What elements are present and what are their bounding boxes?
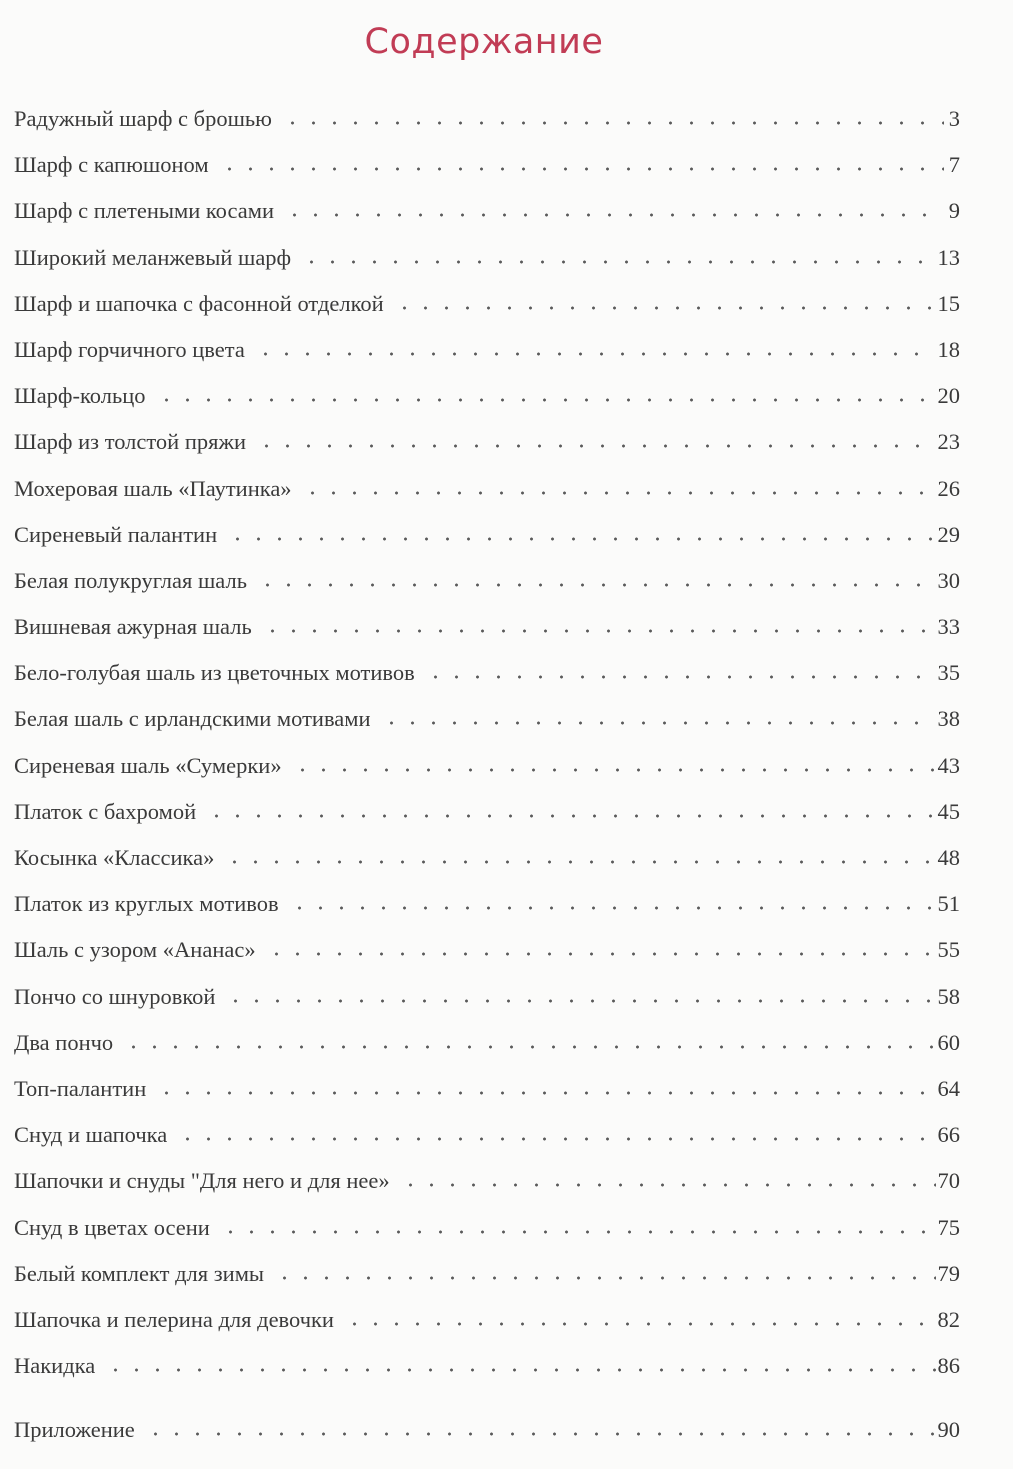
toc-entry-label: Сиреневая шаль «Сумерки» xyxy=(14,752,282,778)
toc-entry-page-number: 79 xyxy=(937,1260,960,1286)
toc-entry xyxy=(14,281,960,327)
toc-entry-label: Мохеровая шаль «Паутинка» xyxy=(14,475,292,501)
toc-entry xyxy=(14,1158,960,1204)
dot-leader xyxy=(298,490,936,496)
dot-leader xyxy=(288,767,936,773)
toc-entry-label: Шапочки и снуды "Для него и для нее» xyxy=(14,1168,390,1194)
page-title: Содержание xyxy=(364,22,604,62)
toc-entry-label: Белая полукруглая шаль xyxy=(14,567,247,593)
toc-entry-label: Шарф и шапочка с фасонной отделкой xyxy=(14,290,384,316)
toc-entry-label: Шаль с узором «Ананас» xyxy=(14,937,256,963)
toc-entry-page-number: 26 xyxy=(937,475,960,501)
toc-entry-label: Шарф горчичного цвета xyxy=(14,336,245,362)
dot-leader xyxy=(101,1367,935,1373)
toc-entry xyxy=(14,927,960,973)
toc-entry-label: Шапочка и пелерина для девочки xyxy=(14,1306,334,1332)
toc-entry xyxy=(14,188,960,234)
dot-leader xyxy=(340,1321,936,1327)
dot-leader xyxy=(223,536,935,542)
dot-leader xyxy=(221,998,935,1004)
toc-entry-page-number: 45 xyxy=(937,798,960,824)
toc-entry-page-number: 18 xyxy=(937,336,960,362)
dot-leader xyxy=(262,951,936,957)
dot-leader xyxy=(220,859,935,865)
toc-entry xyxy=(14,1297,960,1343)
toc-entry xyxy=(14,512,960,558)
toc-entry-page-number: 64 xyxy=(937,1075,960,1101)
toc-entry xyxy=(14,142,960,188)
toc-entry-page-number: 55 xyxy=(937,937,960,963)
toc-entry xyxy=(14,327,960,373)
dot-leader xyxy=(252,443,935,449)
toc-entry-label: Белая шаль с ирландскими мотивами xyxy=(14,706,371,732)
toc-entry-page-number: 38 xyxy=(937,706,960,732)
toc-entry xyxy=(14,466,960,512)
dot-leader xyxy=(278,120,944,126)
dot-leader xyxy=(215,166,944,172)
toc-entry-page-number: 35 xyxy=(937,660,960,686)
dot-leader xyxy=(270,1275,935,1281)
toc-entry xyxy=(14,1343,960,1389)
toc-entry-label: Шарф с капюшоном xyxy=(14,152,209,178)
toc-entry-page-number: 43 xyxy=(937,752,960,778)
toc-entry-label: Белый комплект для зимы xyxy=(14,1260,265,1286)
toc-entry-label: Снуд и шапочка xyxy=(14,1122,168,1148)
toc-entry xyxy=(14,1020,960,1066)
dot-leader xyxy=(396,1182,936,1188)
toc-entry-page-number: 60 xyxy=(937,1029,960,1055)
toc-entry-page-number: 13 xyxy=(937,244,960,270)
toc-entry-page-number: 66 xyxy=(937,1122,960,1148)
toc-entry xyxy=(14,419,960,465)
toc-entry-page-number: 58 xyxy=(937,983,960,1009)
dot-leader xyxy=(173,1136,935,1142)
toc-entry xyxy=(14,1066,960,1112)
dot-leader xyxy=(377,720,936,726)
toc-entry-page-number: 48 xyxy=(937,845,960,870)
toc-entry xyxy=(14,604,960,650)
toc-entry xyxy=(14,235,960,281)
toc-entry xyxy=(14,835,960,881)
toc-entry-page-number: 29 xyxy=(937,521,960,547)
toc-entry xyxy=(14,743,960,789)
toc-entry xyxy=(14,974,960,1020)
toc-entry xyxy=(14,696,960,742)
toc-entry-label: Шарф-кольцо xyxy=(14,383,146,409)
toc-entry-label: Шарф с плетеными косами xyxy=(14,198,275,224)
toc-entry-page-number: 3 xyxy=(948,106,960,131)
dot-leader xyxy=(297,259,935,265)
toc-entry-label: Бело-голубая шаль из цветочных мотивов xyxy=(14,660,415,686)
toc-entry xyxy=(14,558,960,604)
dot-leader xyxy=(216,1229,936,1235)
dot-leader xyxy=(280,212,944,218)
dot-leader xyxy=(253,582,936,588)
toc-entry-label: Сиреневый палантин xyxy=(14,521,218,547)
toc-entry xyxy=(14,373,960,419)
toc-entry-label: Два пончо xyxy=(14,1029,114,1055)
dot-leader xyxy=(119,1044,935,1050)
toc-entry-page-number: 33 xyxy=(937,614,960,640)
dot-leader xyxy=(251,351,936,357)
toc-entry xyxy=(14,789,960,835)
toc-entry xyxy=(14,650,960,696)
dot-leader xyxy=(390,305,936,311)
table-of-contents xyxy=(14,96,960,1453)
toc-entry-page-number: 82 xyxy=(937,1306,960,1332)
toc-entry-label: Накидка xyxy=(14,1353,96,1379)
toc-entry-page-number: 75 xyxy=(937,1214,960,1240)
toc-entry-page-number: 20 xyxy=(937,383,960,409)
toc-entry-label: Приложение xyxy=(14,1417,135,1443)
dot-leader xyxy=(202,813,935,819)
toc-entry-label: Косынка «Классика» xyxy=(14,845,215,870)
toc-entry-label: Шарф из толстой пряжи xyxy=(14,429,247,455)
toc-entry-page-number: 70 xyxy=(937,1168,960,1194)
toc-entry xyxy=(14,1112,960,1158)
dot-leader xyxy=(285,905,936,911)
toc-entry-label: Вишневая ажурная шаль xyxy=(14,614,252,640)
toc-entry xyxy=(14,881,960,927)
toc-entry-page-number: 30 xyxy=(937,567,960,593)
toc-entry-label: Платок с бахромой xyxy=(14,798,197,824)
toc-entry-appendix xyxy=(14,1407,960,1453)
toc-entry-page-number: 9 xyxy=(948,198,960,224)
toc-entry-page-number: 90 xyxy=(937,1417,960,1443)
toc-entry-label: Снуд в цветах осени xyxy=(14,1214,210,1240)
toc-entry-page-number: 51 xyxy=(937,891,960,917)
toc-entry-label: Платок из круглых мотивов xyxy=(14,891,279,917)
toc-entry xyxy=(14,96,960,142)
dot-leader xyxy=(152,1090,935,1096)
toc-entry-page-number: 86 xyxy=(937,1353,960,1379)
toc-entry-page-number: 23 xyxy=(937,429,960,455)
toc-entry-label: Широкий меланжевый шарф xyxy=(14,244,292,270)
toc-entry-label: Топ-палантин xyxy=(14,1075,147,1101)
toc-entry-page-number: 15 xyxy=(937,290,960,316)
dot-leader xyxy=(152,397,936,403)
dot-leader xyxy=(258,628,936,634)
dot-leader xyxy=(141,1431,936,1437)
toc-entry xyxy=(14,1251,960,1297)
toc-entry-label: Пончо со шнуровкой xyxy=(14,983,216,1009)
toc-entry-page-number: 7 xyxy=(948,152,960,178)
toc-entry xyxy=(14,1205,960,1251)
dot-leader xyxy=(421,674,936,680)
toc-entry-label: Радужный шарф с брошью xyxy=(14,106,272,131)
